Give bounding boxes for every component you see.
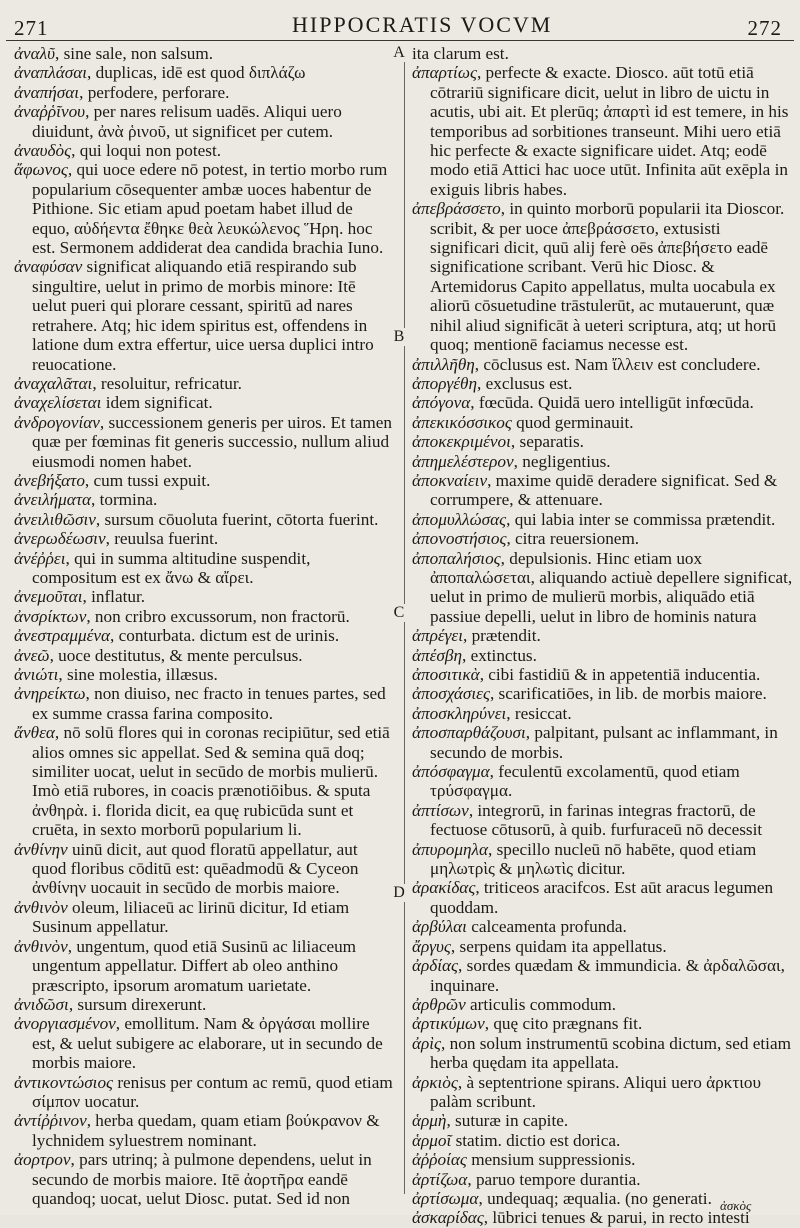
latin-definition: , qui uoce edere nō potest, in tertio morbo rum popularium cōsequenter ambæ uoces habentur de Pithione. Sic etiam apud poetam habet illud de equo, αὐδήεντα ἔθηκε θεὰ λευκώλενος Ἥρη. hoc est. Sermonem addiderat dea candida brachia Iuno. [32, 160, 388, 258]
greek-headword: ἀῤῥοίας [412, 1150, 467, 1170]
latin-definition: , duplicas, idē est quod διπλάζω [87, 63, 306, 83]
greek-headword: ἁρμοῖ [412, 1130, 452, 1150]
latin-definition: mensium suppressionis. [466, 1150, 636, 1170]
latin-definition: , specillo nucleū nō habēte, quod etiam μηλωτρὶς & μηλωτὶς dicitur. [430, 839, 757, 879]
glossary-entry [412, 549, 794, 627]
greek-headword: ἀνσρίκτων [14, 606, 87, 626]
glossary-entry [412, 374, 794, 393]
latin-definition: , maxime quidē deradere significat. Sed & corrumpere, & attenuare. [430, 470, 778, 510]
glossary-entry [412, 684, 794, 703]
greek-headword: ἀνοργιασμένον [14, 1014, 116, 1034]
glossary-entry [14, 160, 394, 257]
glossary-entry [412, 1073, 794, 1112]
greek-headword: ἁρμὴ [412, 1111, 447, 1131]
glossary-entry [14, 549, 394, 588]
greek-headword: ἀποσκληρύνει [412, 703, 507, 723]
greek-headword: ἀνεβήξατο [14, 470, 85, 490]
greek-headword: ἀρκιὸς [412, 1072, 458, 1092]
page-header [0, 8, 800, 38]
latin-definition: , palpitant, pulsant ac inflammant, in secundo de morbis. [430, 723, 778, 762]
latin-definition: , non cribro excussorum, non fractorū. [86, 606, 350, 626]
greek-headword: ἀπόσφαγμα [412, 762, 490, 782]
glossary-entry [14, 898, 394, 937]
glossary-entry [412, 1170, 794, 1189]
greek-headword: ἄφωνος [14, 160, 68, 180]
greek-headword: ἀπαρτίως [412, 63, 477, 83]
latin-definition: , non diuiso, nec fracto in tenues partes, sed ex summe crassa farina composito. [32, 684, 386, 723]
greek-headword: ἀπεκικόσσικος [412, 412, 512, 432]
latin-definition: , scarificatiōes, in lib. de morbis maiore. [489, 684, 767, 704]
glossary-entry [14, 413, 394, 471]
glossary-entry [412, 704, 794, 723]
margin-letter-a: A [393, 44, 405, 61]
latin-definition: , qui loqui non potest. [71, 141, 222, 161]
greek-headword: ἀπονοστήσιος [412, 529, 507, 549]
latin-definition: , per nares relisum uadēs. Aliqui uero diuidunt, ἀνὰ ῥινοῦ, ut significet per cutem. [32, 102, 342, 141]
greek-headword: ἀρβύλαι [412, 917, 467, 937]
glossary-entry [14, 510, 394, 529]
latin-definition: , exclusus est. [477, 373, 573, 393]
glossary-entry [14, 83, 394, 102]
glossary-entry [412, 199, 794, 354]
latin-definition: , in quinto morborū popularii ita Dioscor. scribit, & per uoce ἀπεβράσσετο, extusisti significari dicit, quū alij ferè oēs ἀπεβήσετο eadē significatione scribant. Verū hic Diosc. & Artemidorus Capito appellatus, multa uocabula ex aliorū cōsuetudine trāstulerūt, ac mutauerunt, quæ nihil aliud significāt à ueteri scriptura, atq; ut horū quoq; mentionē faciamus necesse est. [430, 199, 785, 355]
greek-headword: ἀντικοντώσιος [14, 1072, 114, 1092]
latin-definition: , qui in summa altitudine suspendit, compositum est ex ἄνω & αἴρει. [32, 548, 311, 587]
latin-definition: , quę cito prægnans fit. [484, 1014, 643, 1034]
greek-headword: ἀνειλήματα [14, 490, 91, 510]
latin-definition: uinū dicit, aut quod floratū appellatur, aut quod floribus cōditū est: quēadmodū & Cyceon ἀνθίνην uocauit in secūdo de morbis maiore. [32, 839, 359, 898]
latin-definition: , cibi fastidiū & in appetentiā inducentia. [479, 665, 761, 684]
greek-headword: ἀνδρογονίαν [14, 412, 100, 432]
glossary-entry [412, 723, 794, 762]
glossary-entry [14, 626, 394, 645]
latin-definition: , triticeos aracifcos. Est aūt aracus legumen quoddam. [430, 878, 774, 917]
glossary-entry [412, 762, 794, 801]
glossary-entry [14, 587, 394, 606]
greek-headword: ἀπομυλλώσας [412, 509, 507, 529]
glossary-entry [14, 1111, 394, 1150]
glossary-entry [412, 1034, 794, 1073]
glossary-entry [412, 840, 794, 879]
right-page-number: 272 [747, 16, 782, 40]
latin-definition: , resiccat. [506, 703, 572, 723]
greek-headword: ἀρτίσωμα [412, 1188, 479, 1208]
greek-headword: ἀνεῶ [14, 645, 50, 665]
glossary-entry [14, 937, 394, 995]
left-column [14, 44, 394, 1208]
greek-headword: ἀποπαλήσιος [412, 548, 501, 568]
glossary-entry [14, 723, 394, 839]
greek-headword: ἀνερωδέωσιν [14, 529, 106, 549]
latin-definition: , serpens quidam ita appellatus. [450, 936, 667, 956]
latin-definition: statim. dictio est dorica. [451, 1130, 621, 1150]
glossary-entry [14, 684, 394, 723]
latin-definition: , sursum cōuoluta fuerint, cōtorta fuerint. [95, 509, 379, 529]
glossary-entry [412, 995, 794, 1014]
glossary-entry [412, 63, 794, 199]
latin-definition: , suturæ in capite. [446, 1111, 569, 1131]
glossary-entry [14, 44, 394, 63]
glossary-entry [412, 646, 794, 665]
latin-definition: , cum tussi expuit. [84, 470, 211, 490]
latin-definition: calceamenta profunda. [466, 917, 627, 937]
latin-definition: , lūbrici tenues & parui, in recto intesti [483, 1208, 750, 1228]
greek-headword: ἀπυρομηλα [412, 839, 488, 859]
greek-headword: ἀναῤῥῖνου [14, 102, 86, 122]
greek-headword: ἀποκεκριμένοι [412, 432, 511, 452]
greek-headword: ἀνθίνην [14, 839, 68, 859]
greek-headword: ἀνέῤῥει [14, 548, 66, 568]
latin-definition: , separatis. [510, 432, 584, 452]
glossary-entry [412, 626, 794, 645]
latin-definition: , à septentrione spirans. Aliqui uero ἀρκτιου palàm scribunt. [430, 1072, 761, 1111]
greek-headword: ἄργυς [412, 936, 451, 956]
glossary-entry [412, 1150, 794, 1169]
latin-definition: , resoluitur, refricatur. [92, 373, 242, 393]
glossary-entry [412, 917, 794, 936]
latin-definition: , feculentū excolamentū, quod etiam τρύσφαγμα. [430, 762, 740, 801]
latin-definition: , non solum instrumentū scobina dictum, sed etiam herba quędam ita appellata. [430, 1033, 791, 1073]
greek-headword: ἀναπλάσαι [14, 63, 88, 83]
latin-definition: , herba quedam, quam etiam βούκρανον & lychnidem syluestrem nominant. [32, 1111, 380, 1150]
greek-headword: ἀποσχάσιες [412, 684, 490, 704]
glossary-entry [412, 665, 794, 684]
glossary-entry [14, 393, 394, 412]
glossary-entry [14, 529, 394, 548]
margin-letter-d: D [393, 884, 405, 901]
glossary-entry [14, 141, 394, 160]
greek-headword: ἀπεβράσσετο [412, 199, 501, 219]
latin-definition: , perfecte & exacte. Diosco. aūt totū etiā cōtrariū significare dicit, uelut in libro de uictu in acutis, ubi ait. Et plerūq; ἀπαρτὶ id est temere, in his temporibus ad sorbitiones transeunt. Mihi uero etiā hic perfecte & exacte significare uidet. Atq; eodē modo etiā Attici hac uoce utūt. Infinita aūt exēpla in exiguis libris habes. [430, 63, 789, 199]
glossary-entry [14, 471, 394, 490]
latin-definition: , extinctus. [461, 645, 537, 665]
latin-definition: , nō solū flores qui in coronas recipiūtur, sed etiā alios omnes sic appellat. Sed & semina quā doq; similiter uocat, uelut in secūdo de morbis mulierū. Imò etiā rubores, in coacis prænotiōibus. & sputa ἀνθηρὰ. i. florida dicit, ea quę rubicūda sunt et cruēta, in sexto morborū popularium li. [32, 723, 390, 840]
greek-headword: ἀπημελέστερον [412, 451, 514, 471]
glossary-entry [14, 374, 394, 393]
glossary-entry [14, 665, 394, 684]
running-title: HIPPOCRATIS VOCVM [292, 12, 553, 37]
greek-headword: ἀρθρῶν [412, 994, 466, 1014]
greek-headword: ἀνηρείκτω [14, 684, 86, 704]
glossary-entry [412, 471, 794, 510]
latin-definition: , fœcūda. Quidā uero intelligūt infœcūda. [470, 393, 754, 413]
greek-headword: ἀπτίσων [412, 800, 469, 820]
latin-definition: , reuulsa fuerint. [105, 529, 219, 549]
greek-headword: ἀποσπαρθάζουσι [412, 723, 526, 743]
greek-headword: ἀναχαλᾶται [14, 373, 93, 393]
glossary-entry [412, 432, 794, 451]
glossary-entry [412, 44, 794, 63]
latin-definition: , undequaq; æqualia. (no generati. [478, 1188, 712, 1208]
greek-headword: ἀνειλιθῶσιν [14, 509, 96, 529]
latin-definition: , integrorū, in farinas integras fractorū, de fectuose cōtusorū, à quib. furfuraceū nō decessit [430, 800, 763, 840]
greek-headword: ἀρδίας [412, 956, 459, 976]
greek-headword: ἀποργέθη [412, 373, 477, 393]
latin-definition: , paruo tempore durantia. [467, 1169, 641, 1189]
greek-headword: ἀνεστραμμένα [14, 626, 110, 646]
margin-letter-b: B [393, 328, 405, 345]
greek-headword: ἀναπήσαι [14, 82, 80, 102]
latin-definition: , negligentius. [513, 451, 611, 471]
latin-definition: , uoce destitutus, & mente perculsus. [49, 645, 303, 665]
glossary-entry [412, 1131, 794, 1150]
glossary-entry [14, 102, 394, 141]
latin-definition: , prætendit. [462, 626, 541, 646]
latin-definition: , sursum direxerunt. [68, 994, 207, 1014]
glossary-entry [14, 257, 394, 373]
glossary-entry [412, 413, 794, 432]
left-page-number: 271 [14, 16, 49, 40]
latin-definition: , perfodere, perforare. [79, 82, 230, 102]
latin-definition: , conturbata. dictum est de urinis. [110, 626, 340, 646]
glossary-entry [412, 956, 794, 995]
catchword: ἀσκὸς [720, 1198, 752, 1213]
glossary-entry [14, 1073, 394, 1112]
greek-headword: ἀνιδῶσι [14, 994, 69, 1014]
latin-definition: idem significat. [101, 393, 213, 413]
glossary-entry [412, 529, 794, 548]
latin-definition: , sine sale, non salsum. [55, 44, 214, 63]
header-rule [6, 40, 794, 41]
latin-definition: , ungentum, quod etiā Susinū ac liliaceum ungentum appellatur. Differt ab oleo anthino præscripto, ipsorum aromatum uarietate. [32, 936, 357, 995]
greek-headword: ἀρὶς [412, 1033, 442, 1053]
latin-definition: , sordes quædam & immundicia. & ἀρδαλῶσαι, inquinare. [430, 956, 785, 995]
latin-definition: , qui labia inter se commissa prætendit. [506, 509, 776, 529]
greek-headword: ἀναλῦ [14, 44, 56, 63]
glossary-entry [412, 878, 794, 917]
glossary-entry [14, 1014, 394, 1072]
glossary-entry [14, 646, 394, 665]
greek-headword: ἀνθινὸν [14, 936, 68, 956]
glossary-entry [412, 393, 794, 412]
latin-definition: , successionem generis per uiros. Et tamen quæ per fœminas fit generis successio, nullum aliud eiusmodi nomen habet. [32, 412, 393, 471]
greek-headword: ἀρακίδας [412, 878, 476, 898]
latin-definition: , tormina. [91, 490, 158, 510]
greek-headword: ἀναφύσαν [14, 257, 83, 277]
greek-headword: ἀπέσβη [412, 645, 462, 665]
latin-definition: oleum, liliaceū ac lirinū dicitur, Id etiam Susinum appellatur. [32, 897, 350, 937]
latin-definition: , inflatur. [82, 587, 146, 607]
greek-headword: ἀρτίζωα [412, 1169, 468, 1189]
greek-headword: ἀναυδὸς [14, 141, 72, 161]
latin-definition: , citra reuersionem. [506, 529, 640, 549]
greek-headword: ἀνιώτι [14, 665, 59, 684]
latin-definition: renisus per contum ac remū, quod etiam σίμπον uocatur. [32, 1072, 393, 1111]
latin-definition: , emollitum. Nam & ὀργάσαι mollire est, & uelut subigere ac elaborare, ut in secundo de morbis maiore. [32, 1014, 383, 1073]
greek-headword: ἀσκαρίδας [412, 1208, 484, 1228]
margin-letter-c: C [393, 604, 405, 621]
latin-definition: quod germinauit. [511, 412, 634, 432]
latin-definition: , sine molestia, illæsus. [58, 665, 218, 684]
glossary-entry [14, 995, 394, 1014]
glossary-entry [412, 355, 794, 374]
glossary-entry [14, 607, 394, 626]
greek-headword: ἀορτρον [14, 1150, 71, 1170]
latin-definition: , cōclusus est. Nam ἴλλειν est concludere. [474, 354, 761, 374]
greek-headword: ἀποκναίειν [412, 470, 488, 490]
greek-headword: ἄνθεα [14, 723, 55, 743]
greek-headword: ἀνεμοῦται [14, 587, 83, 607]
greek-headword: ἀπόγονα [412, 393, 471, 413]
latin-definition: , pars utrinq; à pulmone dependens, uelut in secundo de morbis maiore. Itē ἀορτῆρα eandē quandoq; uocat, uelut Diosc. putat. Sed id non [32, 1150, 372, 1208]
glossary-entry [14, 1150, 394, 1208]
glossary-entry [412, 1014, 794, 1033]
glossary-entry [14, 490, 394, 509]
latin-definition: ita clarum est. [412, 44, 509, 63]
latin-definition: significat aliquando etiā respirando sub singultire, uelut in primo de morbis minore: Itē uelut pueri qui plorare cessant, spiritū ad nares retrahere. Atq; hic idem spiritus est, offendens in latione dum extra effertur, uice uersa duplici intro reuocatione. [32, 257, 374, 374]
greek-headword: ἀπιλλῆθη [412, 354, 475, 374]
greek-headword: ἀπρέγει [412, 626, 463, 646]
glossary-entry [412, 1111, 794, 1130]
greek-headword: ἀποσιτικὰ [412, 665, 480, 684]
greek-headword: ἀναχελίσεται [14, 393, 102, 413]
greek-headword: ἀρτικύμων [412, 1014, 485, 1034]
latin-definition: articulis commodum. [465, 994, 617, 1014]
greek-headword: ἀνθινὸν [14, 897, 68, 917]
glossary-entry [412, 452, 794, 471]
glossary-entry [412, 937, 794, 956]
glossary-entry [14, 63, 394, 82]
glossary-entry [14, 840, 394, 898]
latin-definition: , depulsionis. Hinc etiam uox ἀποπαλώσεται, aliquando actiuè depellere significat, uelut in primo de mulierū morbis, aliquādo etiā passiue depelli, uelut in libro de hominis natura [430, 548, 793, 626]
glossary-entry [412, 510, 794, 529]
greek-headword: ἀντίῤῥινον [14, 1111, 87, 1131]
glossary-entry [412, 801, 794, 840]
